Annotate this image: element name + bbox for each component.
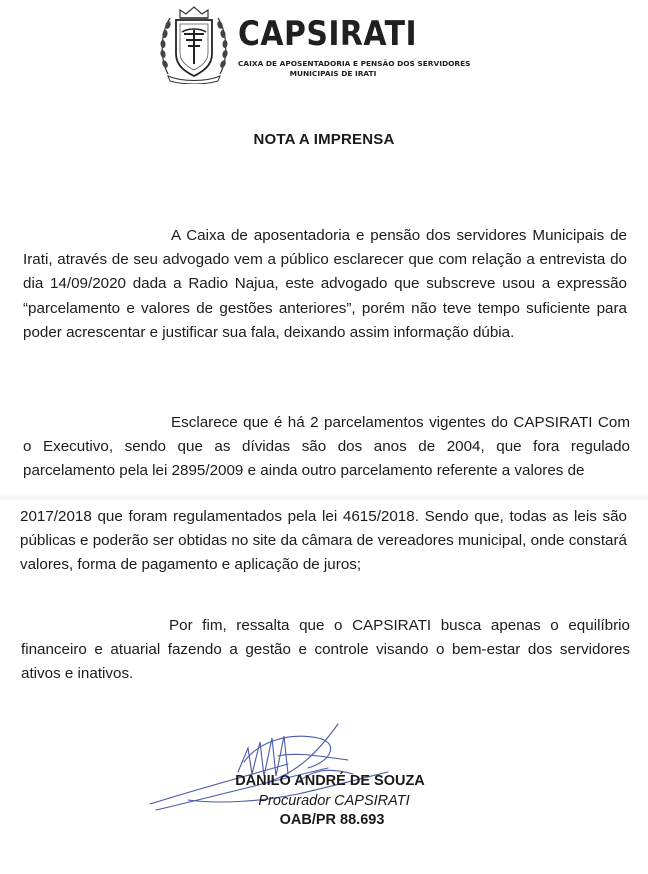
brand-subtitle-line-1: CAIXA DE APOSENTADORIA E PENSÃO DOS SERVIDORES bbox=[238, 59, 471, 68]
signer-name: DANILO ANDRÉ DE SOUZA bbox=[235, 773, 425, 789]
signer-registration: OAB/PR 88.693 bbox=[279, 812, 385, 828]
paragraph-3: Por fim, ressalta que o CAPSIRATI busca apenas o equilíbrio financeiro e atuarial fazendo a gestão e controle visando o bem-estar dos servidores ativos e inativos. bbox=[21, 617, 630, 683]
document-title: NOTA A IMPRENSA bbox=[253, 131, 395, 148]
signer-role: Procurador CAPSIRATI bbox=[258, 793, 410, 809]
paragraph-1: A Caixa de aposentadoria e pensão dos servidores Municipais de Irati, através de seu advogado vem a público esclarecer que com relação a entrevista do dia 14/09/2020 dada a Radio Najua, este advogado que subscreve usou a expressão “parcelamento e valores de gestões anteriores”, porém não teve tempo suficiente para poder acrescentar e justificar sua fala, deixando assim informação dúbia. bbox=[23, 227, 627, 341]
brand-subtitle bbox=[238, 59, 471, 79]
coat-of-arms-logo bbox=[158, 4, 230, 84]
paragraph-2: Esclarece que é há 2 parcelamentos vigentes do CAPSIRATI Com o Executivo, sendo que as dívidas são dos anos de 2004, que fora regulado parcelamento pela lei 2895/2009 e ainda outro parcelamento referente a valores de bbox=[23, 414, 630, 480]
brand-name: CAPSIRATI bbox=[238, 14, 418, 54]
letterhead bbox=[158, 4, 471, 84]
scan-fold-line bbox=[0, 493, 648, 502]
paragraph-2-continued: 2017/2018 que foram regulamentados pela lei 4615/2018. Sendo que, todas as leis são públicas e poderão ser obtidas no site da câmara de vereadores municipal, onde constará valores, forma de pagamento e aplicação de juros; bbox=[20, 508, 627, 574]
brand-subtitle-line-2: MUNICIPAIS DE IRATI bbox=[289, 69, 377, 78]
